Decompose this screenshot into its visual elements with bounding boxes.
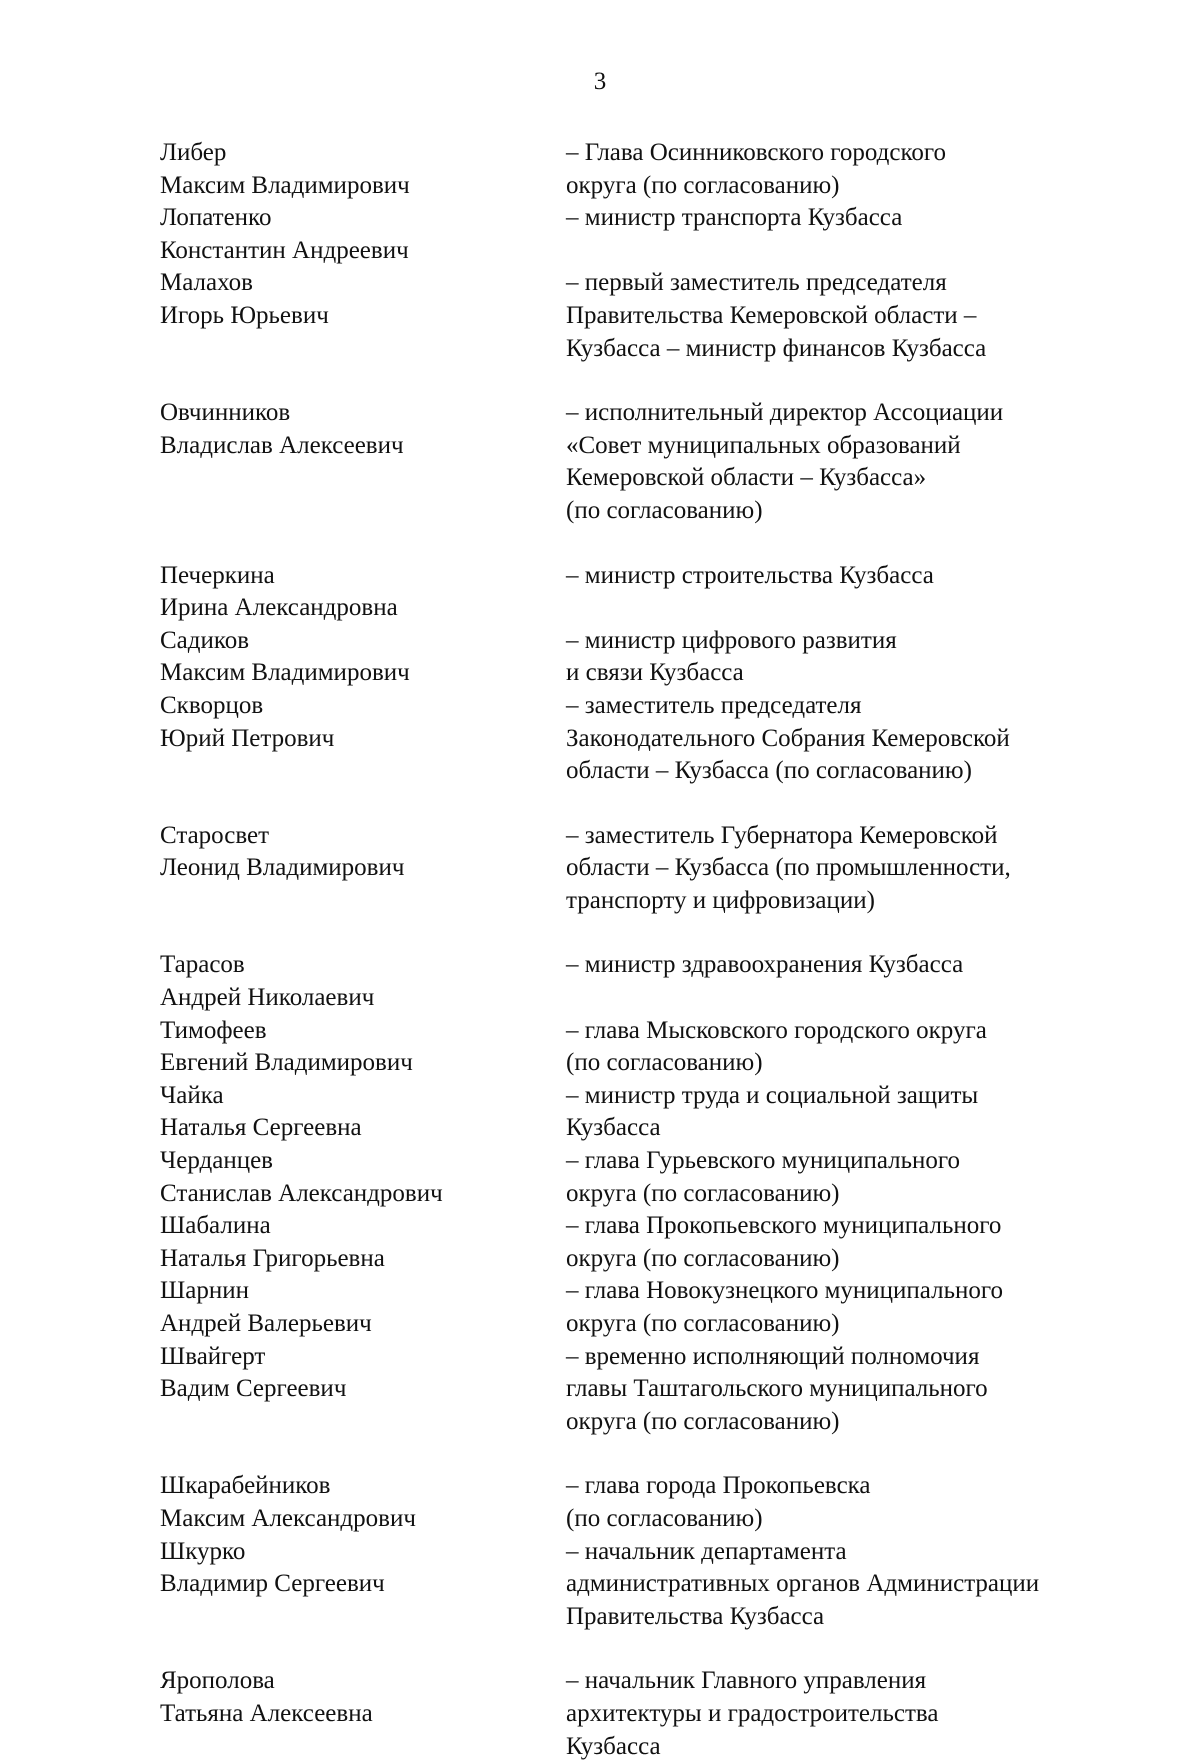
member-surname: Скворцов — [160, 691, 264, 719]
member-surname: Шкарабейников — [160, 1472, 331, 1500]
member-position-line: (по согласованию) — [566, 496, 763, 524]
member-position-line: Законодательного Собрания Кемеровской — [566, 724, 1010, 752]
member-entry — [160, 690, 1120, 788]
member-name — [160, 1536, 566, 1634]
member-position-line: области – Кузбасса (по согласованию) — [566, 757, 972, 785]
member-name — [160, 1015, 566, 1080]
member-position-line: «Совет муниципальных образований — [566, 431, 961, 459]
member-surname: Шкурко — [160, 1537, 246, 1565]
member-given-names: Ирина Александровна — [160, 594, 398, 622]
member-position — [566, 1341, 1120, 1439]
member-position-line: – министр труда и социальной защиты — [566, 1081, 979, 1109]
member-position-line: округа (по согласованию) — [566, 1407, 840, 1435]
member-position — [566, 1080, 1120, 1145]
member-given-names: Станислав Александрович — [160, 1179, 443, 1207]
member-position-line: Кузбасса – министр финансов Кузбасса — [566, 334, 987, 362]
member-name — [160, 1080, 566, 1145]
member-name — [160, 1275, 566, 1340]
member-entry — [160, 1470, 1120, 1535]
member-position — [566, 560, 1120, 625]
member-surname: Шабалина — [160, 1212, 271, 1240]
member-given-names: Татьяна Алексеевна — [160, 1699, 373, 1727]
member-given-names: Константин Андреевич — [160, 236, 409, 264]
member-position-line: главы Таштагольского муниципального — [566, 1375, 988, 1403]
member-surname: Овчинников — [160, 399, 291, 427]
member-name — [160, 1145, 566, 1210]
member-entry — [160, 560, 1120, 625]
member-position-line: – глава Прокопьевского муниципального — [566, 1212, 1002, 1240]
member-surname: Ярополова — [160, 1667, 275, 1695]
member-surname: Швайгерт — [160, 1342, 266, 1370]
member-position-line: – начальник Главного управления — [566, 1667, 927, 1695]
page-number: 3 — [593, 68, 607, 95]
member-position-line: – заместитель председателя — [566, 691, 862, 719]
member-position — [566, 1470, 1120, 1535]
member-name — [160, 625, 566, 690]
member-name — [160, 202, 566, 267]
member-given-names: Владислав Алексеевич — [160, 431, 404, 459]
member-position-line: области – Кузбасса (по промышленности, — [566, 854, 1011, 882]
member-entry — [160, 137, 1120, 202]
member-surname: Чайка — [160, 1081, 224, 1109]
member-name — [160, 690, 566, 788]
member-position-line: округа (по согласованию) — [566, 1310, 840, 1337]
member-entry — [160, 1080, 1120, 1145]
member-entry — [160, 949, 1120, 1014]
member-position-line: – глава Гурьевского муниципального — [566, 1147, 961, 1175]
member-position — [566, 820, 1120, 918]
member-position-line: архитектуры и градостроительства — [566, 1699, 939, 1727]
member-name — [160, 1665, 566, 1763]
member-position — [566, 949, 1120, 1014]
member-entry — [160, 1341, 1120, 1439]
member-position-line: – министр транспорта Кузбасса — [566, 204, 903, 232]
member-position-line: (по согласованию) — [566, 1049, 763, 1077]
member-surname: Старосвет — [160, 821, 270, 849]
member-name — [160, 1210, 566, 1275]
member-position — [566, 1015, 1120, 1080]
member-position-line: – министр строительства Кузбасса — [566, 561, 934, 589]
member-position-line: округа (по согласованию) — [566, 171, 840, 199]
member-position-line: административных органов Администрации — [566, 1570, 1040, 1598]
member-position-line: – исполнительный директор Ассоциации — [566, 399, 1004, 427]
member-entry — [160, 267, 1120, 365]
member-entry — [160, 1210, 1120, 1275]
member-position-line: Кузбасса — [566, 1732, 661, 1760]
member-surname: Лопатенко — [160, 204, 272, 232]
member-position-line: – глава Новокузнецкого муниципального — [566, 1277, 1004, 1305]
member-position — [566, 1210, 1120, 1275]
member-position-line: округа (по согласованию) — [566, 1179, 840, 1207]
member-given-names: Леонид Владимирович — [160, 854, 405, 882]
member-given-names: Андрей Валерьевич — [160, 1310, 372, 1337]
member-position — [566, 137, 1120, 202]
member-surname: Черданцев — [160, 1147, 273, 1175]
member-name — [160, 137, 566, 202]
member-position-line: Правительства Кузбасса — [566, 1602, 825, 1630]
member-position-line: транспорту и цифровизации) — [566, 886, 875, 914]
member-given-names: Юрий Петрович — [160, 724, 335, 752]
member-position — [566, 397, 1120, 527]
member-surname: Либер — [160, 139, 227, 166]
member-name — [160, 267, 566, 365]
member-surname: Садиков — [160, 626, 250, 654]
member-name — [160, 560, 566, 625]
member-position — [566, 1275, 1120, 1340]
member-given-names: Наталья Сергеевна — [160, 1114, 362, 1142]
member-position — [566, 625, 1120, 690]
member-name — [160, 397, 566, 527]
member-position-line: Правительства Кемеровской области – — [566, 301, 977, 329]
member-entry — [160, 202, 1120, 267]
member-given-names: Вадим Сергеевич — [160, 1375, 347, 1403]
member-position — [566, 267, 1120, 365]
member-entry — [160, 1665, 1120, 1763]
member-entry — [160, 1275, 1120, 1340]
member-position-line: Кузбасса — [566, 1114, 661, 1142]
member-entry — [160, 1015, 1120, 1080]
member-name — [160, 1341, 566, 1439]
member-name — [160, 1470, 566, 1535]
member-given-names: Евгений Владимирович — [160, 1049, 413, 1077]
member-position-line: – заместитель Губернатора Кемеровской — [566, 821, 998, 849]
member-given-names: Максим Владимирович — [160, 659, 410, 687]
member-name — [160, 949, 566, 1014]
commission-members-list — [160, 137, 1120, 1763]
member-name — [160, 820, 566, 918]
member-position-line: – временно исполняющий полномочия — [566, 1342, 980, 1370]
member-surname: Тарасов — [160, 951, 245, 979]
member-entry — [160, 1145, 1120, 1210]
member-position-line: – первый заместитель председателя — [566, 269, 947, 297]
member-position-line: – Глава Осинниковского городского — [566, 139, 947, 166]
member-given-names: Максим Александрович — [160, 1504, 416, 1532]
member-given-names: Игорь Юрьевич — [160, 301, 329, 329]
member-given-names: Наталья Григорьевна — [160, 1244, 385, 1272]
member-position-line: – глава города Прокопьевска — [566, 1472, 871, 1500]
member-position-line: – министр здравоохранения Кузбасса — [566, 951, 964, 979]
member-entry — [160, 625, 1120, 690]
member-given-names: Максим Владимирович — [160, 171, 410, 199]
member-position-line: округа (по согласованию) — [566, 1244, 840, 1272]
member-surname: Малахов — [160, 269, 253, 297]
member-entry — [160, 397, 1120, 527]
member-position-line: – министр цифрового развития — [566, 626, 897, 654]
member-given-names: Андрей Николаевич — [160, 984, 375, 1012]
member-position-line: – глава Мысковского городского округа — [566, 1016, 987, 1044]
member-position-line: Кемеровской области – Кузбасса» — [566, 464, 927, 492]
member-surname: Печеркина — [160, 561, 275, 589]
member-given-names: Владимир Сергеевич — [160, 1570, 385, 1598]
member-entry — [160, 820, 1120, 918]
member-position-line: – начальник департамента — [566, 1537, 847, 1565]
member-surname: Шарнин — [160, 1277, 249, 1305]
member-position — [566, 1536, 1120, 1634]
member-position — [566, 1665, 1120, 1763]
member-entry — [160, 1536, 1120, 1634]
member-position — [566, 202, 1120, 267]
member-position-line: (по согласованию) — [566, 1504, 763, 1532]
member-surname: Тимофеев — [160, 1016, 267, 1044]
member-position — [566, 690, 1120, 788]
member-position — [566, 1145, 1120, 1210]
member-position-line: и связи Кузбасса — [566, 659, 744, 687]
